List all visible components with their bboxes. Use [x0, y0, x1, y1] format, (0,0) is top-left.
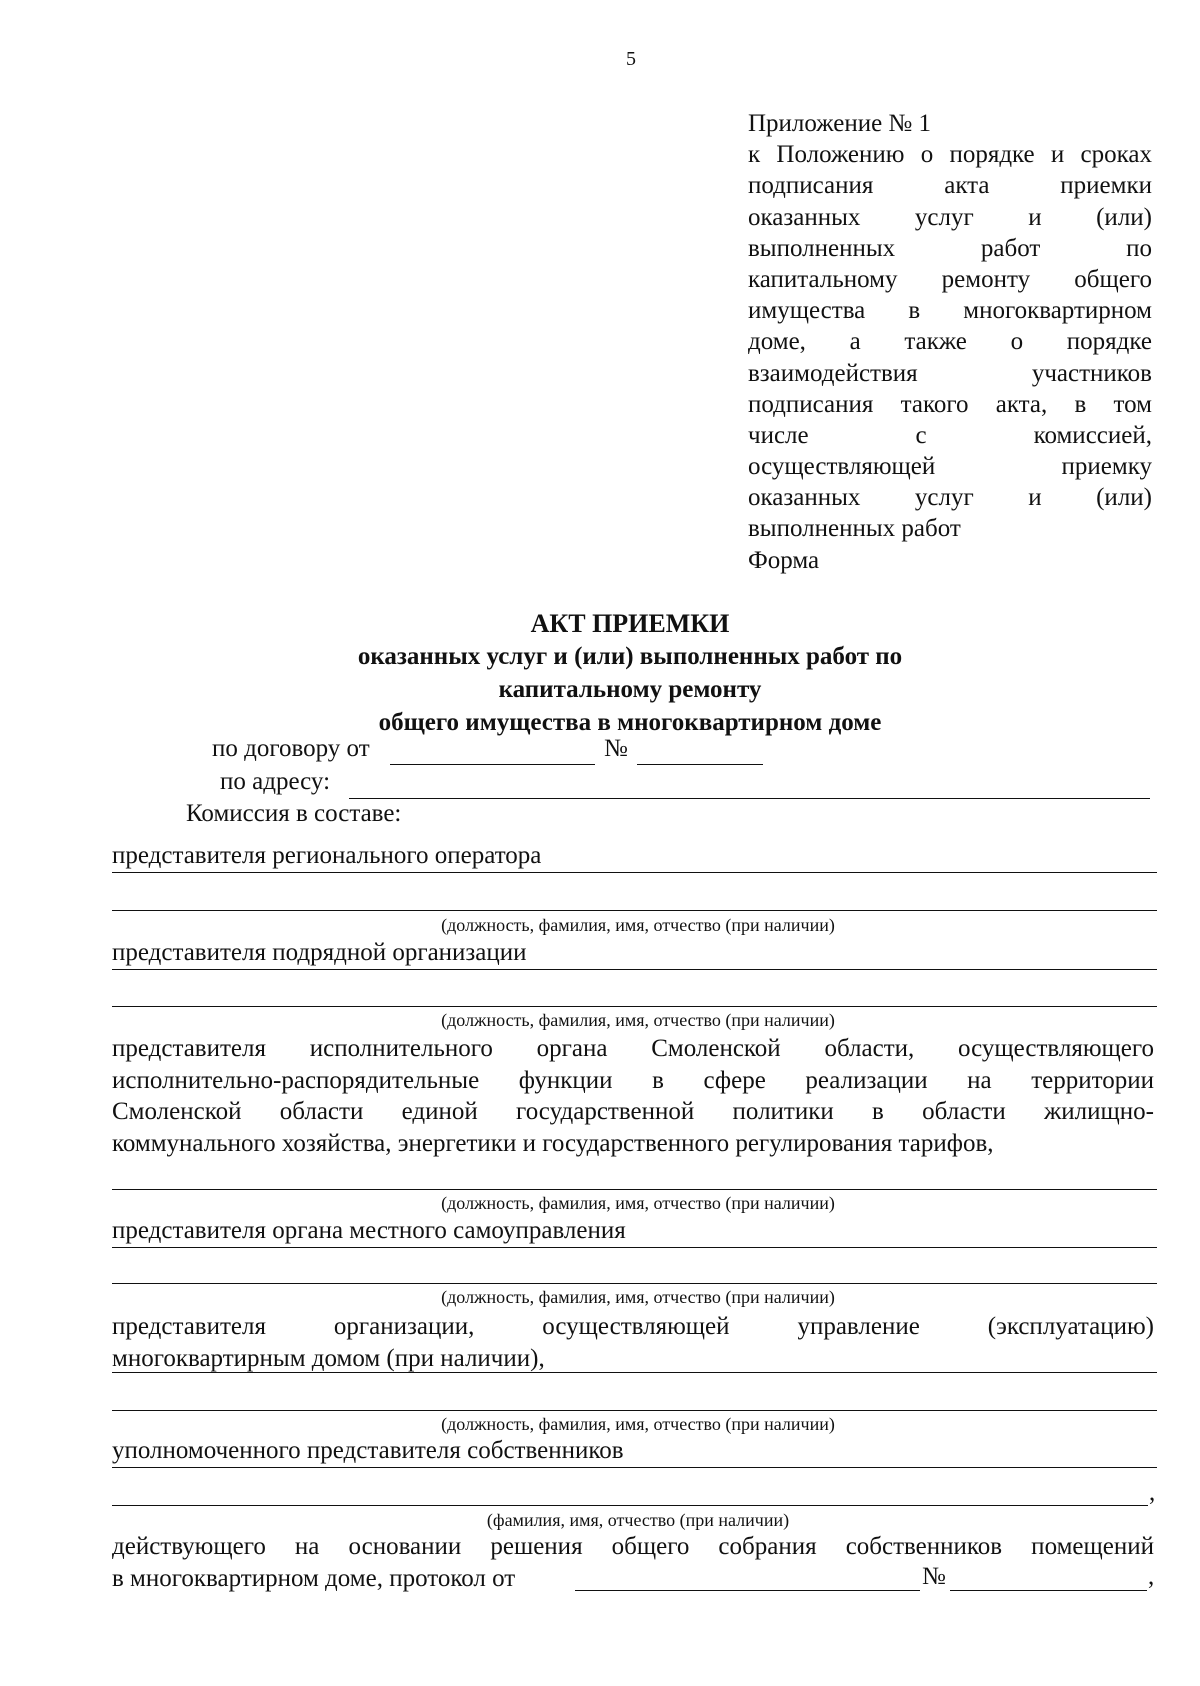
- regional-operator-label: представителя регионального оператора: [112, 842, 542, 869]
- appendix-line: подписания такого акта, в том: [748, 390, 1152, 418]
- commission-label: Комиссия в составе:: [186, 800, 402, 827]
- contract-label: по договору от: [212, 735, 370, 762]
- contract-number-field[interactable]: [637, 764, 763, 765]
- paragraph-line: представителя исполнительного органа Смоленской области, осуществляющего: [112, 1035, 1154, 1062]
- title-line: оказанных услуг и (или) выполненных работ по: [357, 643, 903, 670]
- appendix-line: оказанных услуг и (или): [748, 203, 1152, 231]
- appendix-line: к Положению о порядке и сроках: [748, 141, 1152, 169]
- address-label: по адресу:: [220, 768, 331, 795]
- title-main: АКТ ПРИЕМКИ: [530, 609, 730, 638]
- regional-operator-field-2[interactable]: [112, 910, 1157, 911]
- local-government-field-2[interactable]: [112, 1283, 1157, 1284]
- paragraph-line: коммунального хозяйства, энергетики и государственного регулирования тарифов,: [112, 1129, 994, 1157]
- address-field[interactable]: [349, 798, 1150, 799]
- paragraph-line: многоквартирным домом (при наличии),: [112, 1344, 545, 1372]
- paragraph-line: действующего на основании решения общего собрания собственников помещений: [112, 1533, 1154, 1560]
- appendix-line: имущества в многоквартирном: [748, 297, 1152, 325]
- executive-body-field[interactable]: [112, 1189, 1157, 1190]
- local-government-field[interactable]: [112, 1247, 1157, 1248]
- protocol-number-field[interactable]: [950, 1590, 1147, 1591]
- management-org-field[interactable]: [112, 1372, 1157, 1373]
- appendix-line: выполненных работ: [748, 515, 961, 543]
- caption-position-name: (должность, фамилия, имя, отчество (при наличии): [441, 915, 835, 935]
- appendix-line: числе с комиссией,: [748, 421, 1152, 449]
- contractor-field[interactable]: [112, 969, 1157, 970]
- paragraph-line: исполнительно-распорядительные функции в сфере реализации на территории: [112, 1066, 1154, 1094]
- appendix-line: Форма: [748, 546, 820, 574]
- contract-number-sign: №: [604, 735, 628, 762]
- appendix-line: взаимодействия участников: [748, 359, 1152, 387]
- owners-rep-label: уполномоченного представителя собственников: [112, 1437, 624, 1464]
- regional-operator-field[interactable]: [112, 872, 1157, 873]
- title-line: капитальному ремонту: [498, 676, 762, 703]
- appendix-line: капитальному ремонту общего: [748, 265, 1152, 293]
- decision-paragraph: [112, 1531, 1154, 1594]
- appendix-line: доме, а также о порядке: [748, 328, 1152, 356]
- caption-position-name: (должность, фамилия, имя, отчество (при наличии): [441, 1414, 835, 1434]
- protocol-date-field[interactable]: [575, 1590, 920, 1591]
- appendix-line: Приложение № 1: [748, 110, 932, 137]
- caption-position-name: (должность, фамилия, имя, отчество (при наличии): [441, 1193, 835, 1213]
- appendix-line: выполненных работ по: [748, 234, 1152, 262]
- comma: ,: [1149, 1479, 1156, 1506]
- local-government-label: представителя органа местного самоуправления: [112, 1217, 626, 1244]
- paragraph-line: в многоквартирном доме, протокол от: [112, 1564, 516, 1592]
- caption-position-name: (должность, фамилия, имя, отчество (при наличии): [441, 1010, 835, 1030]
- contractor-label: представителя подрядной организации: [112, 939, 527, 966]
- appendix-line: подписания акта приемки: [748, 172, 1152, 200]
- management-org-paragraph: [112, 1311, 1154, 1374]
- protocol-number-sign: №: [922, 1563, 946, 1590]
- document-title: [300, 607, 960, 739]
- contract-date-field[interactable]: [390, 764, 595, 765]
- appendix-line: осуществляющей приемку: [748, 453, 1152, 481]
- appendix-line: оказанных услуг и (или): [748, 484, 1152, 512]
- paragraph-line: представителя организации, осуществляющей управление (эксплуатацию): [112, 1313, 1154, 1340]
- page-number: 5: [626, 48, 636, 70]
- owners-rep-field[interactable]: [112, 1467, 1157, 1468]
- contractor-field-2[interactable]: [112, 1006, 1157, 1007]
- comma: ,: [1148, 1563, 1155, 1590]
- executive-body-paragraph: [112, 1033, 1154, 1159]
- appendix-block: [748, 108, 1152, 576]
- paragraph-line: Смоленской области единой государственной политики в области жилищно-: [112, 1098, 1154, 1125]
- caption-position-name: (должность, фамилия, имя, отчество (при наличии): [441, 1287, 835, 1307]
- title-line: общего имущества в многоквартирном доме: [378, 709, 882, 736]
- owners-rep-field-2[interactable]: [112, 1505, 1148, 1506]
- caption-name-only: (фамилия, имя, отчество (при наличии): [486, 1510, 790, 1530]
- management-org-field-2[interactable]: [112, 1410, 1157, 1411]
